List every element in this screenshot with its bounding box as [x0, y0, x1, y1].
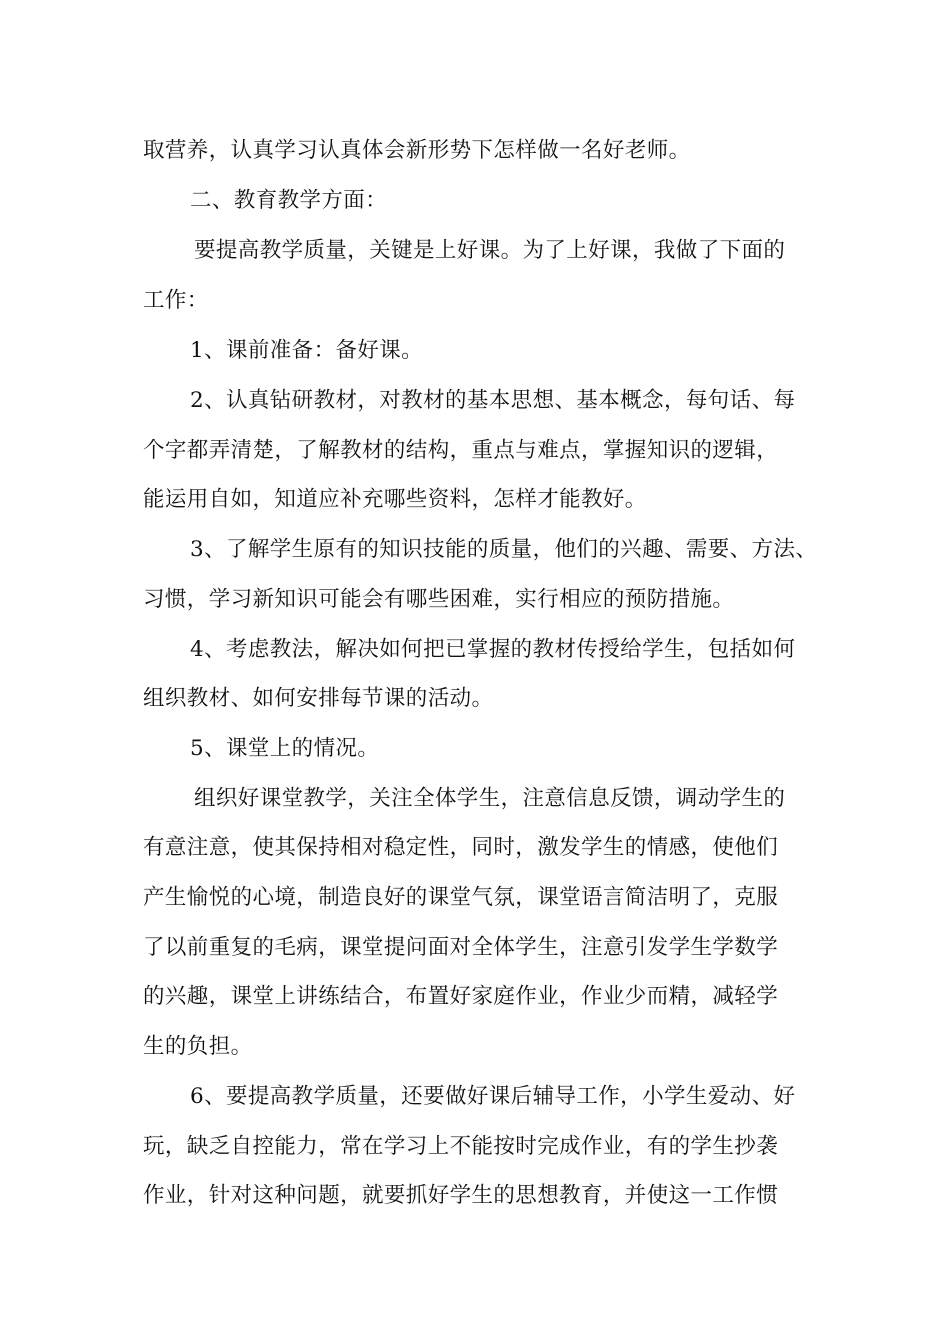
- text-line: 产生愉悦的心境，制造良好的课堂气氛，课堂语言简洁明了，克服: [143, 885, 779, 910]
- text-line: 作业，针对这种问题，就要抓好学生的思想教育，并使这一工作惯: [143, 1183, 779, 1208]
- text-line: 有意注意，使其保持相对稳定性，同时，激发学生的情感，使他们: [143, 835, 779, 860]
- section-heading: 二、教育教学方面：: [190, 188, 388, 213]
- text-line: 3、了解学生原有的知识技能的质量，他们的兴趣、需要、方法、: [190, 537, 818, 562]
- text-line: 5、课堂上的情况。: [190, 736, 380, 761]
- text-line: 生的负担。: [143, 1034, 253, 1059]
- text-line: 取营养，认真学习认真体会新形势下怎样做一名好老师。: [143, 138, 691, 163]
- text-line: 组织教材、如何安排每节课的活动。: [143, 686, 494, 711]
- text-line: 组织好课堂教学，关注全体学生，注意信息反馈，调动学生的: [194, 786, 786, 811]
- text-line: 的兴趣，课堂上讲练结合，布置好家庭作业，作业少而精，减轻学: [143, 984, 779, 1009]
- text-line: 玩，缺乏自控能力，常在学习上不能按时完成作业，有的学生抄袭: [143, 1134, 779, 1159]
- text-line: 2、认真钻研教材，对教材的基本思想、基本概念，每句话、每: [190, 388, 796, 413]
- text-line: 6、要提高教学质量，还要做好课后辅导工作，小学生爱动、好: [190, 1084, 796, 1109]
- text-line: 工作：: [143, 288, 209, 313]
- text-line: 个字都弄清楚，了解教材的结构，重点与难点，掌握知识的逻辑，: [143, 438, 779, 463]
- text-line: 要提高教学质量，关键是上好课。为了上好课，我做了下面的: [194, 238, 786, 263]
- text-line: 习惯，学习新知识可能会有哪些困难，实行相应的预防措施。: [143, 587, 735, 612]
- text-line: 4、考虑教法，解决如何把已掌握的教材传授给学生，包括如何: [190, 637, 796, 662]
- text-line: 能运用自如，知道应补充哪些资料，怎样才能教好。: [143, 487, 647, 512]
- text-line: 了以前重复的毛病，课堂提问面对全体学生，注意引发学生学数学: [143, 935, 779, 960]
- text-line: 1、课前准备：备好课。: [190, 338, 424, 363]
